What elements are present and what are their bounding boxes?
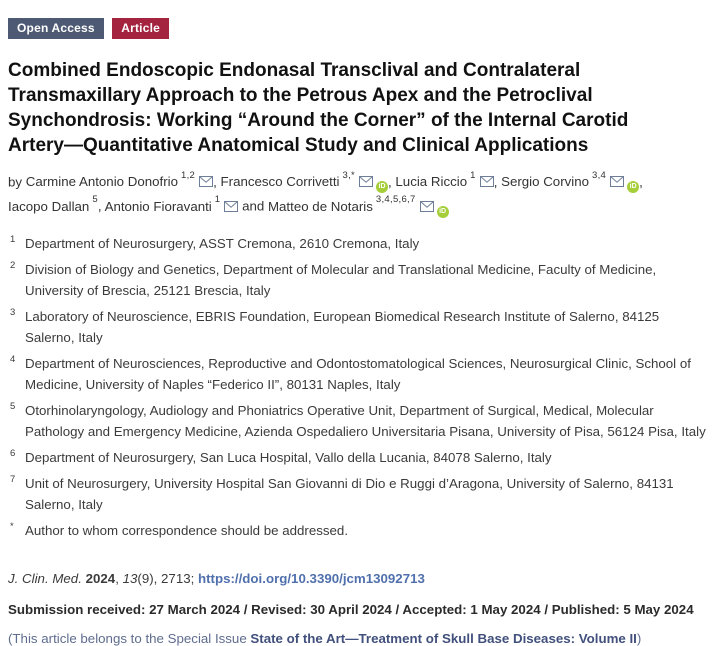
envelope-icon[interactable]: [359, 174, 373, 189]
affiliation-list: [10, 233, 707, 541]
affiliation-marker: 7: [10, 473, 16, 485]
author-separator: ,: [639, 174, 643, 190]
affiliation-text: Department of Neurosurgery, ASST Cremona, 2610 Cremona, Italy: [25, 235, 420, 251]
special-issue-suffix: ): [636, 630, 642, 646]
orcid-id-icon[interactable]: iD: [437, 206, 449, 218]
special-issue-line: [8, 631, 707, 646]
author-separator: ,: [97, 198, 105, 214]
citation-year: 2024: [85, 570, 116, 586]
affiliation-marker: 1: [10, 233, 16, 245]
orcid-id-icon[interactable]: iD: [627, 181, 639, 193]
correspondence-text: Author to whom correspondence should be addressed.: [25, 522, 349, 538]
open-access-badge[interactable]: Open Access: [8, 18, 104, 39]
affiliation-text: Laboratory of Neuroscience, EBRIS Foundation, European Biomedical Research Institute of Salerno, 84125 Salerno, Italy: [25, 308, 660, 345]
author-fioravanti[interactable]: Antonio Fioravanti $^1$: [105, 199, 239, 214]
author-riccio[interactable]: Lucia Riccio $^1$: [395, 174, 493, 189]
special-issue-prefix: (This article belongs to the Special Issue: [8, 630, 251, 646]
affiliation-text: Unit of Neurosurgery, University Hospital San Giovanni di Dio e Ruggi d’Aragona, University of Salerno, 84131 Salerno, Italy: [25, 475, 674, 512]
doi-link[interactable]: https://doi.org/10.3390/jcm13092713: [198, 570, 425, 586]
affiliation-text: Otorhinolaryngology, Audiology and Phoniatrics Operative Unit, Department of Surgical, Medical, Molecular Pathology and Emergency Medicine, Azienda Ospedaliero Universitaria Pisana, University of Pisa, 56124 Pisa, Italy: [25, 402, 706, 439]
badge-row: [8, 18, 707, 39]
affiliation-item: [10, 353, 707, 395]
author-affil-sup: 5: [92, 194, 98, 206]
author-separator: ,: [493, 174, 502, 190]
envelope-icon[interactable]: [420, 199, 434, 214]
author-affil-sup: 1,2: [181, 170, 196, 181]
and-label: and: [242, 198, 265, 214]
affiliation-item: [10, 306, 707, 348]
correspondence-note: [10, 520, 707, 541]
author-corrivetti[interactable]: Francesco Corrivetti $^{3,*}$iD: [221, 174, 389, 189]
affiliation-item: [10, 233, 707, 254]
journal-name: J. Clin. Med.: [8, 570, 82, 586]
by-label: by: [8, 174, 23, 190]
article-type-badge[interactable]: Article: [112, 18, 169, 39]
submission-dates-line: Submission received: 27 March 2024 / Revised: 30 April 2024 / Accepted: 1 May 2024 / Published: 5 May 2024: [8, 601, 694, 617]
affiliation-item: [10, 400, 707, 442]
affiliation-text: Division of Biology and Genetics, Department of Molecular and Translational Medicine, Faculty of Medicine, University of Brescia, 25121 Brescia, Italy: [25, 261, 657, 298]
citation-separator: ,: [115, 570, 123, 586]
special-issue-link[interactable]: State of the Art—Treatment of Skull Base Diseases: Volume II: [250, 630, 637, 646]
author-donofrio[interactable]: Carmine Antonio Donofrio $^{1,2}$: [26, 174, 213, 189]
envelope-icon[interactable]: [224, 199, 238, 214]
author-affil-sup: 3,4,5,6,7: [375, 194, 416, 206]
affiliation-item: [10, 473, 707, 515]
author-corvino[interactable]: Sergio Corvino $^{3,4}$iD: [501, 174, 639, 189]
author-de-notaris[interactable]: Matteo de Notaris $^{3,4,5,6,7}$iD: [268, 199, 449, 214]
author-affil-sup: 1: [470, 170, 476, 181]
affiliation-marker: 4: [10, 353, 16, 365]
affiliation-text: Department of Neurosciences, Reproductive and Odontostomatological Sciences, Neurosurgical Clinic, School of Medicine, University of Naples “Federico II”, 80131 Naples, Italy: [25, 355, 691, 392]
orcid-id-icon[interactable]: iD: [376, 181, 388, 193]
affiliation-text: Department of Neurosurgery, San Luca Hospital, Vallo della Lucania, 84078 Salerno, Italy: [25, 449, 552, 465]
citation-issue-pages: (9), 2713;: [137, 570, 198, 586]
citation-volume: 13: [122, 570, 138, 586]
affiliation-item: [10, 259, 707, 301]
affiliation-item: [10, 447, 707, 468]
authors-line: [8, 169, 707, 218]
envelope-icon[interactable]: [480, 174, 494, 189]
envelope-icon[interactable]: [199, 174, 213, 189]
affiliation-marker: 5: [10, 400, 16, 412]
affiliation-marker: 6: [10, 447, 16, 459]
affiliation-marker: 3: [10, 306, 16, 318]
envelope-icon[interactable]: [610, 174, 624, 189]
author-separator: ,: [213, 174, 221, 190]
citation-line: [8, 571, 707, 586]
article-title: Combined Endoscopic Endonasal Transclival and Contralateral Transmaxillary Approach to the Petrous Apex and the Petroclival Synchondrosis: Working “Around the Corner” of the Internal Carotid Artery—Quantitative Anatomical Study and Clinical Applications: [8, 60, 629, 156]
correspondence-marker: *: [10, 520, 14, 532]
affiliation-marker: 2: [10, 259, 16, 271]
author-dallan[interactable]: Iacopo Dallan $^5$: [8, 194, 98, 214]
author-affil-sup: 3,*: [342, 170, 356, 181]
author-affil-sup: 3,4: [592, 170, 607, 181]
author-affil-sup: 1: [214, 194, 221, 206]
author-separator: ,: [388, 174, 396, 190]
